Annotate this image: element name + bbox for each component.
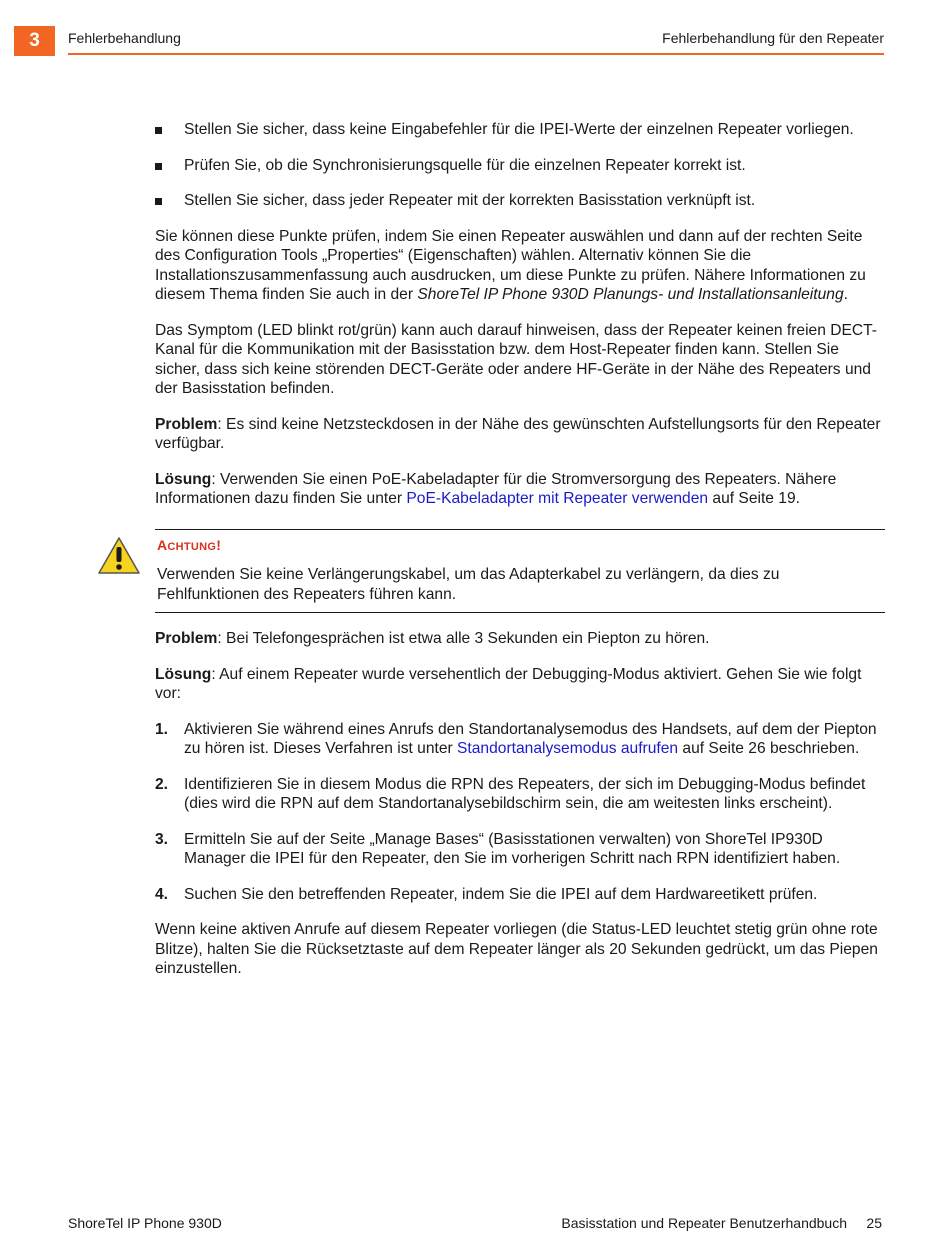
- paragraph-check-points: [155, 227, 885, 305]
- document-reference: ShoreTel IP Phone 930D Planungs- und Installationsanleitung: [417, 286, 844, 303]
- bullet-item: [155, 156, 885, 176]
- step-item: [155, 775, 885, 814]
- bullet-square-icon: [155, 163, 162, 170]
- paragraph-reset: Wenn keine aktiven Anrufe auf diesem Repeater vorliegen (die Status-LED leuchtet stetig grün ohne rote Blitze), halten Sie die Rücksetztaste auf dem Repeater länger als 20 Sekunden gedrückt, um das Piepen einzustellen.: [155, 921, 878, 977]
- step-text: Identifizieren Sie in diesem Modus die RPN des Repeaters, der sich im Debugging-Modus befindet (dies wird die RPN auf dem Standortanalysebildschirm sein, die am weitesten links erscheint).: [184, 775, 866, 812]
- problem-text: : Bei Telefongesprächen ist etwa alle 3 Sekunden ein Piepton zu hören.: [217, 630, 710, 647]
- problem-label: Problem: [155, 630, 218, 647]
- bullet-item: [155, 120, 885, 140]
- bullet-square-icon: [155, 198, 162, 205]
- footer-product: ShoreTel IP Phone 930D: [68, 1215, 222, 1231]
- caution-text: Verwenden Sie keine Verlängerungskabel, um das Adapterkabel zu verlängern, da dies zu Fehlfunktionen des Repeaters führen kann.: [157, 566, 780, 603]
- chapter-number-badge: 3: [14, 26, 55, 56]
- paragraph-text: Sie können diese Punkte prüfen, indem Sie einen Repeater auswählen und dann auf der rechten Seite des Configuration Tools „Properties“ (Eigenschaften) wählen. Alternativ können Sie die Installationszusammenfassung auch ausdrucken, um diese Punkte zu prüfen. Nähere Informationen zu diesem Thema finden Sie auch in der: [155, 227, 866, 303]
- problem-2: [155, 629, 885, 649]
- step-number: 3.: [155, 830, 169, 848]
- warning-triangle-icon: [97, 536, 141, 576]
- bullet-item: [155, 191, 885, 211]
- caution-title-mark: !: [216, 536, 222, 553]
- step-item: [155, 720, 885, 759]
- caution-box: [155, 529, 885, 614]
- problem-text: : Es sind keine Netzsteckdosen in der Nähe des gewünschten Aufstellungsorts für den Repeater verfügbar.: [155, 415, 881, 452]
- solution-text: : Auf einem Repeater wurde versehentlich der Debugging-Modus aktiviert. Gehen Sie wie folgt vor:: [155, 665, 862, 702]
- caution-title: [157, 536, 885, 558]
- paragraph-symptom: Das Symptom (LED blinkt rot/grün) kann auch darauf hinweisen, dass der Repeater keinen freien DECT-Kanal für die Kommunikation mit der Basisstation bzw. dem Host-Repeater finden kann. Stellen Sie sicher, dass sich keine störenden DECT-Geräte oder andere HF-Geräte in der Nähe des Repeaters und der Basisstation befinden.: [155, 321, 877, 397]
- site-survey-mode-link[interactable]: Standortanalysemodus aufrufen: [457, 740, 679, 757]
- page-content: [155, 120, 885, 995]
- bullet-text: Stellen Sie sicher, dass keine Eingabefehler für die IPEI-Werte der einzelnen Repeater vorliegen.: [184, 121, 854, 138]
- problem-1: [155, 415, 885, 454]
- caution-title-initial: A: [157, 536, 168, 553]
- solution-label: Lösung: [155, 665, 212, 683]
- step-number: 2.: [155, 775, 169, 793]
- poe-adapter-link[interactable]: PoE-Kabeladapter mit Repeater verwenden: [406, 490, 709, 507]
- step-number: 1.: [155, 720, 169, 738]
- problem-label: Problem: [155, 415, 218, 433]
- step-text: Aktivieren Sie während eines Anrufs den Standortanalysemodus des Handsets, auf dem der Piepton zu hören ist. Dieses Verfahren ist unter: [184, 720, 877, 757]
- caution-title-rest: CHTUNG: [167, 540, 217, 553]
- header-section-title: Fehlerbehandlung für den Repeater: [662, 30, 884, 46]
- step-item: [155, 830, 885, 869]
- solution-label: Lösung: [155, 470, 212, 488]
- step-text-end: auf Seite 26 beschrieben.: [678, 740, 860, 757]
- solution-1: [155, 470, 885, 509]
- header-chapter-title: Fehlerbehandlung: [68, 30, 181, 46]
- bullet-text: Stellen Sie sicher, dass jeder Repeater mit der korrekten Basisstation verknüpft ist.: [184, 192, 756, 209]
- solution-text-end: auf Seite 19.: [708, 490, 800, 507]
- paragraph-end: .: [843, 286, 848, 303]
- step-text: Suchen Sie den betreffenden Repeater, indem Sie die IPEI auf dem Hardwareetikett prüfen.: [184, 885, 818, 903]
- bullet-text: Prüfen Sie, ob die Synchronisierungsquelle für die einzelnen Repeater korrekt ist.: [184, 156, 746, 174]
- bullet-square-icon: [155, 127, 162, 134]
- step-item: [155, 885, 885, 905]
- footer-manual-title: Basisstation und Repeater Benutzerhandbuch: [561, 1215, 847, 1231]
- page-number: 25: [866, 1215, 882, 1231]
- solution-text: : Verwenden Sie einen PoE-Kabeladapter für die Stromversorgung des Repeaters. Nähere Informationen dazu finden Sie unter: [155, 470, 837, 507]
- solution-2: [155, 665, 885, 704]
- header-rule: [68, 53, 884, 55]
- step-text: Ermitteln Sie auf der Seite „Manage Bases“ (Basisstationen verwalten) von ShoreTel IP930D Manager die IPEI für den Repeater, den Sie im vorherigen Schritt nach RPN identifiziert haben.: [184, 830, 841, 867]
- step-number: 4.: [155, 885, 169, 903]
